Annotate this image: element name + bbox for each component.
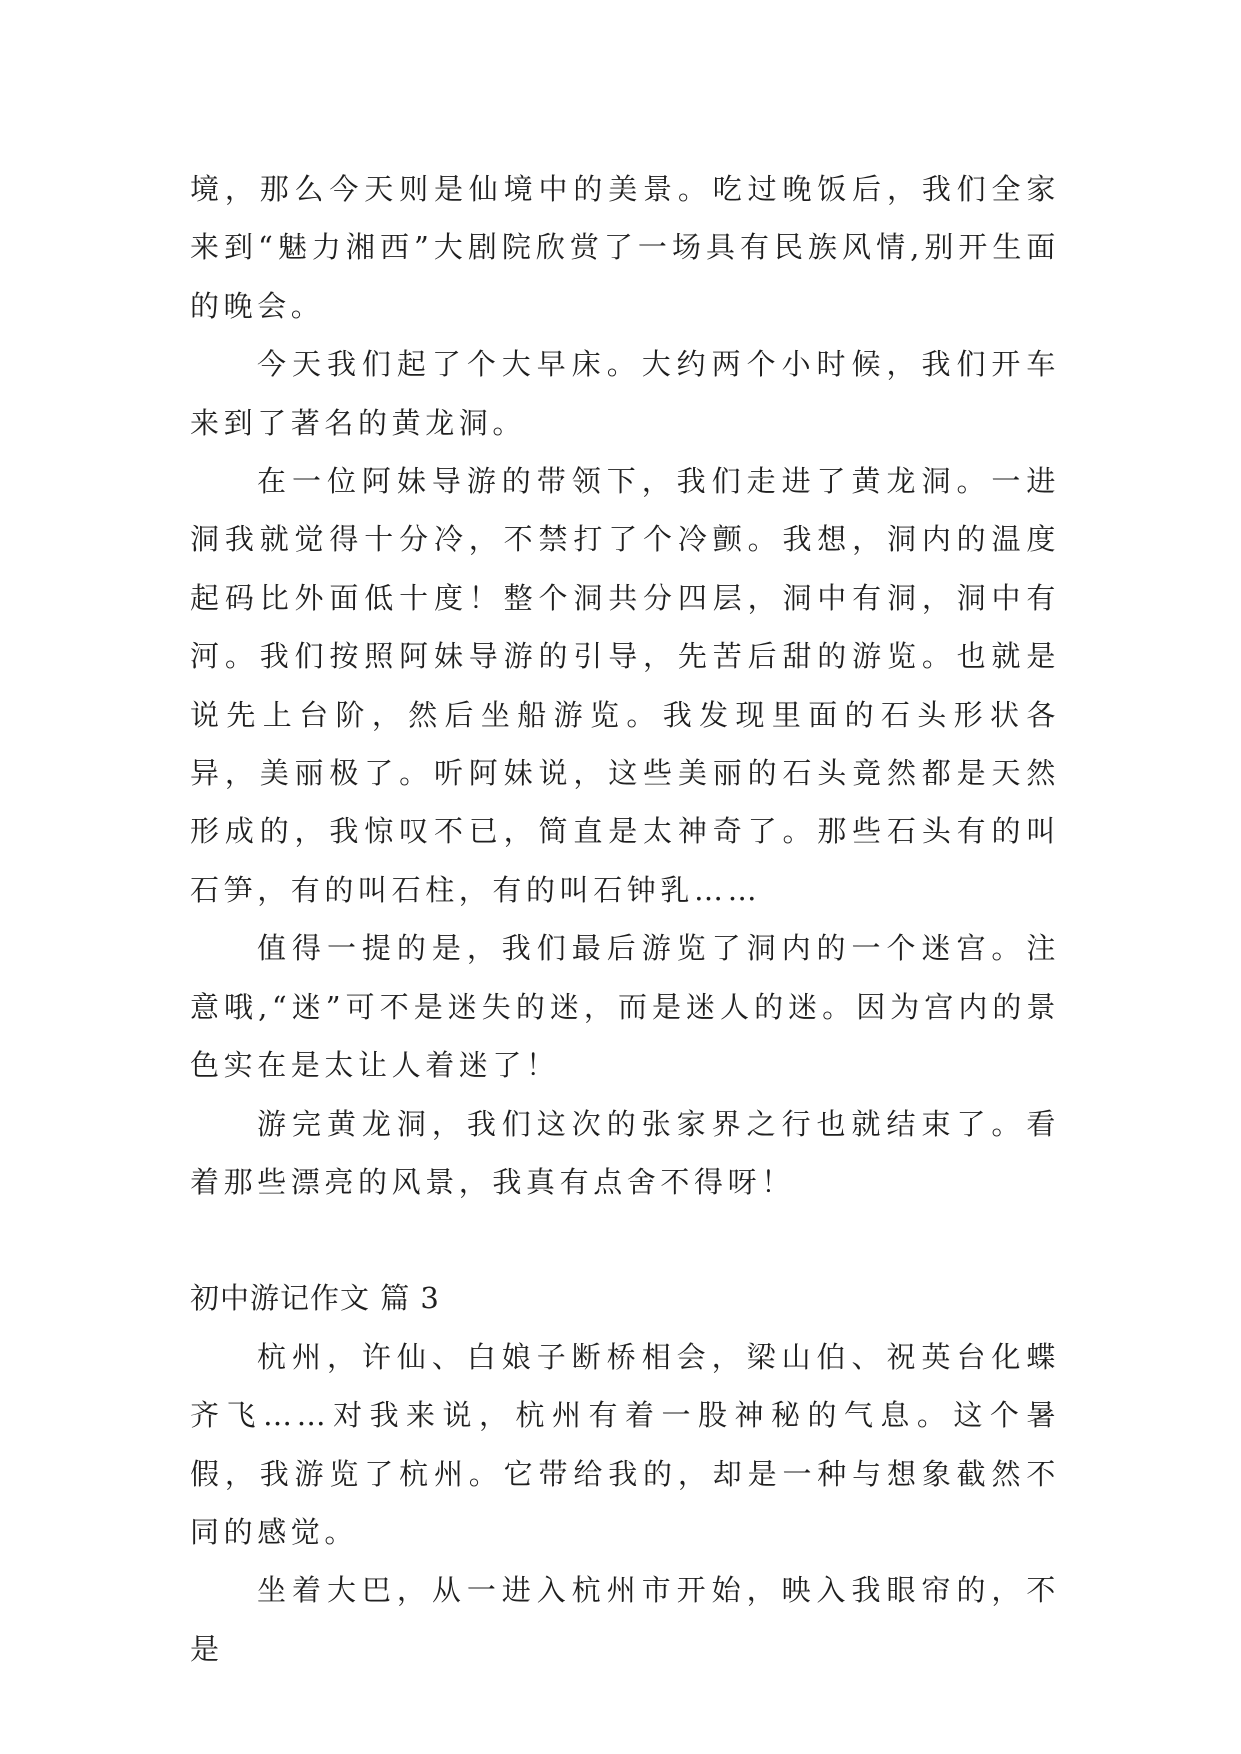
paragraph-early-morning: 今天我们起了个大早床。大约两个小时候，我们开车来到了著名的黄龙洞。 xyxy=(190,347,1060,440)
paragraph-continuation: 境，那么今天则是仙境中的美景。吃过晚饭后，我们全家来到“魅力湘西”大剧院欣赏了一场具有民族风情,别开生面的晚会。 xyxy=(190,172,1060,323)
paragraph-huanglong-cave: 在一位阿妹导游的带领下，我们走进了黄龙洞。一进洞我就觉得十分冷，不禁打了个冷颤。我想，洞内的温度起码比外面低十度！整个洞共分四层，洞中有洞，洞中有河。我们按照阿妹导游的引导，先苦后甜的游览。也就是说先上台阶，然后坐船游览。我发现里面的石头形状各异，美丽极了。听阿妹说，这些美丽的石头竟然都是天然形成的，我惊叹不已，简直是太神奇了。那些石头有的叫石笋，有的叫石柱，有的叫石钟乳…… xyxy=(190,464,1060,907)
paragraph-maze: 值得一提的是，我们最后游览了洞内的一个迷宫。注意哦,“迷”可不是迷失的迷，而是迷人的迷。因为宫内的景色实在是太让人着迷了！ xyxy=(190,931,1060,1083)
paragraph-bus-arrival: 坐着大巴，从一进入杭州市开始，映入我眼帘的，不是 xyxy=(190,1573,1060,1666)
paragraph-hangzhou-intro: 杭州，许仙、白娘子断桥相会，梁山伯、祝英台化蝶齐飞……对我来说，杭州有着一股神秘的气息。这个暑假，我游览了杭州。它带给我的，却是一种与想象截然不同的感觉。 xyxy=(190,1339,1060,1549)
paragraph-trip-end: 游完黄龙洞，我们这次的张家界之行也就结束了。看着那些漂亮的风景，我真有点舍不得呀！ xyxy=(190,1106,1060,1199)
section-heading: 初中游记作文 篇 3 xyxy=(190,1281,440,1316)
document-page xyxy=(190,160,1060,1678)
